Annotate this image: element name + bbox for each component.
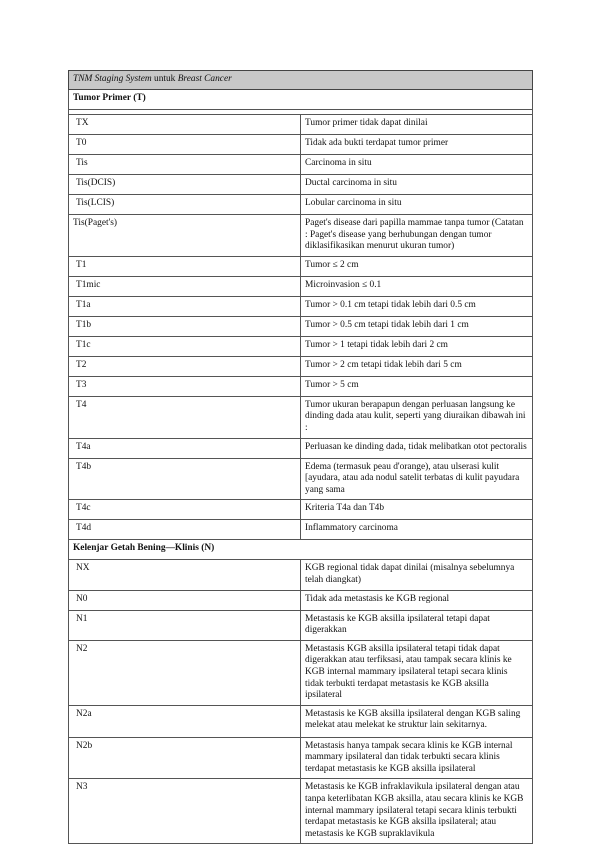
caption-word: untuk [154, 74, 176, 84]
table-row [69, 520, 533, 540]
table-row [69, 115, 533, 135]
stage-description: Inflammatory carcinoma [301, 520, 533, 540]
stage-description: Tidak ada bukti terdapat tumor primer [301, 135, 533, 155]
stage-code: N2 [69, 640, 301, 705]
stage-code: T1c [69, 336, 301, 356]
stage-code: Tis(Paget's) [69, 215, 301, 257]
table-row [69, 610, 533, 640]
stage-description: Metastasis ke KGB aksilla ipsilateral dengan KGB saling melekat atau melekat ke struktur lain sekitarnya. [301, 705, 533, 737]
tnm-staging-table [68, 70, 533, 844]
stage-description: Edema (termasuk peau d'orange), atau ulserasi kulit [ayudara, atau ada nodul satelit terbatas di kulit payudara yang sama [301, 458, 533, 500]
stage-description: Metastasis ke KGB aksilla ipsilateral tetapi dapat digerakkan [301, 610, 533, 640]
table-row [69, 175, 533, 195]
section-heading: Kelenjar Getah Bening—Klinis (N) [69, 540, 533, 560]
stage-description: Tumor > 1 tetapi tidak lebih dari 2 cm [301, 336, 533, 356]
table-row [69, 560, 533, 590]
stage-description: Tumor > 0.5 cm tetapi tidak lebih dari 1 cm [301, 316, 533, 336]
stage-code: T4 [69, 396, 301, 438]
stage-code: T4c [69, 500, 301, 520]
section-heading: Tumor Primer (T) [69, 90, 533, 110]
stage-code: N0 [69, 590, 301, 610]
table-row [69, 276, 533, 296]
caption-italic-title: TNM Staging System [73, 74, 152, 84]
table-row [69, 256, 533, 276]
table-row [69, 590, 533, 610]
stage-code: Tis(LCIS) [69, 195, 301, 215]
table-row [69, 779, 533, 844]
table-row [69, 438, 533, 458]
stage-description: Ductal carcinoma in situ [301, 175, 533, 195]
stage-description: Tidak ada metastasis ke KGB regional [301, 590, 533, 610]
table-row [69, 336, 533, 356]
stage-code: Tis(DCIS) [69, 175, 301, 195]
table-row [69, 458, 533, 500]
stage-code: T2 [69, 356, 301, 376]
table-row [69, 640, 533, 705]
stage-code: N1 [69, 610, 301, 640]
stage-description: Tumor ≤ 2 cm [301, 256, 533, 276]
stage-code: N2a [69, 705, 301, 737]
stage-description: Metastasis hanya tampak secara klinis ke KGB internal mammary ipsilateral dan tidak terbukti secara klinis terdapat metastasis ke KGB aksilla ipsilateral [301, 737, 533, 779]
stage-code: T3 [69, 376, 301, 396]
stage-description: KGB regional tidak dapat dinilai (misalnya sebelumnya telah diangkat) [301, 560, 533, 590]
table-row [69, 705, 533, 737]
stage-description: Lobular carcinoma in situ [301, 195, 533, 215]
stage-description: Metastasis ke KGB infraklavikula ipsilateral dengan atau tanpa keterlibatan KGB aksilla, atau secara klinis ke KGB internal mammary ipsilateral tetapi secara klinis terbukti terdapat metastasis ke KGB aksilla ipsilateral; atau metastasis ke KGB supraklavikula [301, 779, 533, 844]
stage-description: Carcinoma in situ [301, 155, 533, 175]
stage-description: Tumor > 0.1 cm tetapi tidak lebih dari 0.5 cm [301, 296, 533, 316]
stage-code: T0 [69, 135, 301, 155]
stage-code: T1 [69, 256, 301, 276]
stage-description: Kriteria T4a dan T4b [301, 500, 533, 520]
stage-code: N2b [69, 737, 301, 779]
section-heading-row [69, 90, 533, 110]
caption-italic-topic: Breast Cancer [177, 74, 232, 84]
table-caption-row [69, 71, 533, 90]
table-row [69, 195, 533, 215]
stage-code: T4a [69, 438, 301, 458]
stage-description: Metastasis KGB aksilla ipsilateral tetapi tidak dapat digerakkan atau terfiksasi, atau tampak secara klinis ke KGB internal mammary ipsilateral tetapi secara klinis tidak terbukti terdapat metastasis ke KGB aksilla ipsilateral [301, 640, 533, 705]
stage-description: Paget's disease dari papilla mammae tanpa tumor (Catatan : Paget's disease yang berhubungan dengan tumor diklasifikasikan menurut ukuran tumor) [301, 215, 533, 257]
table-row [69, 356, 533, 376]
table-row [69, 135, 533, 155]
table-caption [69, 71, 533, 90]
stage-description: Tumor primer tidak dapat dinilai [301, 115, 533, 135]
stage-code: T1b [69, 316, 301, 336]
stage-code: T4b [69, 458, 301, 500]
stage-code: Tis [69, 155, 301, 175]
stage-code: T1a [69, 296, 301, 316]
table-row [69, 376, 533, 396]
section-heading-row [69, 540, 533, 560]
stage-code: T4d [69, 520, 301, 540]
table-row [69, 155, 533, 175]
stage-code: NX [69, 560, 301, 590]
stage-code: TX [69, 115, 301, 135]
stage-description: Perluasan ke dinding dada, tidak melibatkan otot pectoralis [301, 438, 533, 458]
table-row [69, 296, 533, 316]
tnm-table-document [68, 70, 533, 839]
stage-code: N3 [69, 779, 301, 844]
table-row [69, 215, 533, 257]
stage-description: Tumor > 5 cm [301, 376, 533, 396]
table-row [69, 396, 533, 438]
table-row [69, 316, 533, 336]
stage-description: Microinvasion ≤ 0.1 [301, 276, 533, 296]
table-row [69, 737, 533, 779]
table-row [69, 500, 533, 520]
stage-code: T1mic [69, 276, 301, 296]
stage-description: Tumor ukuran berapapun dengan perluasan langsung ke dinding dada atau kulit, seperti yang diuraikan dibawah ini : [301, 396, 533, 438]
stage-description: Tumor > 2 cm tetapi tidak lebih dari 5 cm [301, 356, 533, 376]
